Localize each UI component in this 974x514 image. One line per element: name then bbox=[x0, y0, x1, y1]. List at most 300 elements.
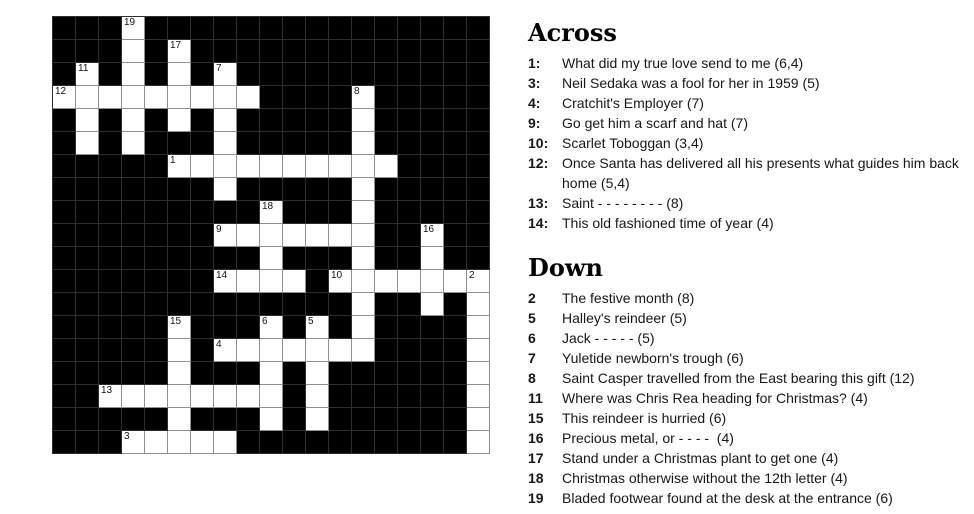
grid-cell-black bbox=[76, 178, 99, 201]
grid-cell-black bbox=[99, 431, 122, 454]
grid-cell-black bbox=[99, 224, 122, 247]
grid-cell-black bbox=[283, 86, 306, 109]
grid-cell-black bbox=[283, 17, 306, 40]
grid-cell-black bbox=[444, 362, 467, 385]
grid-cell-white[interactable] bbox=[444, 270, 467, 293]
cell-number: 11 bbox=[78, 63, 89, 74]
grid-cell-black bbox=[421, 201, 444, 224]
grid-cell-black bbox=[145, 109, 168, 132]
clue-number: 3: bbox=[528, 75, 541, 91]
grid-cell-white[interactable] bbox=[398, 270, 421, 293]
grid-cell-black bbox=[191, 40, 214, 63]
grid-cell-white[interactable] bbox=[352, 178, 375, 201]
grid-cell-black bbox=[444, 178, 467, 201]
clue-item bbox=[528, 73, 974, 93]
grid-cell-black bbox=[283, 293, 306, 316]
grid-cell-white[interactable] bbox=[375, 270, 398, 293]
grid-cell-black bbox=[283, 109, 306, 132]
grid-cell-black bbox=[260, 17, 283, 40]
grid-cell-black bbox=[375, 431, 398, 454]
grid-cell-white[interactable] bbox=[214, 86, 237, 109]
grid-cell-black bbox=[145, 224, 168, 247]
grid-cell-black bbox=[237, 17, 260, 40]
clue-text: Stand under a Christmas plant to get one (4) bbox=[562, 450, 839, 466]
grid-cell-black bbox=[53, 40, 76, 63]
grid-cell-black bbox=[398, 40, 421, 63]
grid-cell-black bbox=[444, 155, 467, 178]
grid-cell-black bbox=[375, 201, 398, 224]
grid-cell-black bbox=[99, 316, 122, 339]
grid-cell-black bbox=[444, 40, 467, 63]
clue-item bbox=[528, 93, 974, 113]
clue-item bbox=[528, 468, 974, 488]
grid-cell-black bbox=[53, 362, 76, 385]
grid-cell-white[interactable] bbox=[191, 385, 214, 408]
grid-cell-black bbox=[375, 385, 398, 408]
grid-cell-white[interactable] bbox=[122, 63, 145, 86]
grid-cell-white[interactable] bbox=[352, 201, 375, 224]
grid-cell-white[interactable] bbox=[283, 155, 306, 178]
grid-cell-black bbox=[260, 178, 283, 201]
grid-cell-white[interactable] bbox=[283, 339, 306, 362]
grid-cell-black bbox=[398, 155, 421, 178]
grid-cell-white[interactable] bbox=[168, 339, 191, 362]
grid-cell-white[interactable] bbox=[214, 132, 237, 155]
cell-number: 16 bbox=[423, 224, 435, 235]
grid-cell-black bbox=[168, 178, 191, 201]
cell-number: 1 bbox=[170, 155, 176, 166]
grid-cell-white[interactable] bbox=[467, 385, 490, 408]
grid-cell-black bbox=[76, 362, 99, 385]
grid-cell-white[interactable] bbox=[260, 408, 283, 431]
grid-cell-black bbox=[375, 247, 398, 270]
clue-item bbox=[528, 153, 974, 193]
grid-cell-black bbox=[283, 385, 306, 408]
grid-cell-black bbox=[306, 178, 329, 201]
clue-number: 1: bbox=[528, 55, 541, 71]
grid-cell-white[interactable] bbox=[76, 109, 99, 132]
clue-item bbox=[528, 408, 974, 428]
grid-cell-white[interactable] bbox=[329, 155, 352, 178]
grid-cell-black bbox=[76, 40, 99, 63]
grid-cell-white[interactable] bbox=[467, 293, 490, 316]
grid-cell-white[interactable] bbox=[237, 224, 260, 247]
grid-cell-white[interactable] bbox=[99, 86, 122, 109]
grid-cell-black bbox=[467, 247, 490, 270]
grid-cell-black bbox=[260, 109, 283, 132]
cell-number: 5 bbox=[308, 316, 314, 327]
grid-cell-white[interactable] bbox=[260, 339, 283, 362]
grid-cell-black bbox=[398, 408, 421, 431]
grid-cell-black bbox=[99, 17, 122, 40]
grid-cell-black bbox=[329, 86, 352, 109]
clue-number: 7 bbox=[528, 350, 536, 366]
grid-cell-white[interactable] bbox=[352, 270, 375, 293]
grid-cell-black bbox=[444, 408, 467, 431]
grid-cell-white[interactable] bbox=[352, 109, 375, 132]
grid-cell-white[interactable] bbox=[352, 132, 375, 155]
grid-cell-white[interactable] bbox=[122, 132, 145, 155]
grid-cell-black bbox=[306, 201, 329, 224]
clue-item bbox=[528, 193, 974, 213]
clue-text: Cratchit's Employer (7) bbox=[562, 95, 704, 111]
grid-cell-black bbox=[145, 293, 168, 316]
grid-cell-white[interactable] bbox=[237, 385, 260, 408]
grid-cell-white[interactable] bbox=[352, 247, 375, 270]
grid-cell-black bbox=[53, 247, 76, 270]
grid-cell-black bbox=[352, 63, 375, 86]
grid-cell-black bbox=[76, 155, 99, 178]
grid-cell-black bbox=[260, 40, 283, 63]
grid-cell-black bbox=[444, 339, 467, 362]
cell-number: 6 bbox=[262, 316, 268, 327]
grid-cell-white[interactable] bbox=[122, 385, 145, 408]
grid-cell-black bbox=[444, 293, 467, 316]
clue-number: 4: bbox=[528, 95, 541, 111]
grid-cell-black bbox=[329, 201, 352, 224]
grid-cell-white[interactable] bbox=[168, 431, 191, 454]
grid-cell-black bbox=[375, 316, 398, 339]
grid-cell-white[interactable] bbox=[145, 431, 168, 454]
grid-cell-black bbox=[76, 17, 99, 40]
grid-cell-black bbox=[122, 178, 145, 201]
grid-cell-white[interactable] bbox=[237, 155, 260, 178]
clue-text: Saint - - - - - - - - (8) bbox=[562, 195, 684, 211]
clue-text: Bladed footwear found at the desk at the entrance (6) bbox=[562, 490, 893, 506]
grid-cell-white[interactable] bbox=[467, 339, 490, 362]
grid-cell-white[interactable] bbox=[467, 431, 490, 454]
grid-cell-black bbox=[421, 40, 444, 63]
grid-cell-black bbox=[398, 339, 421, 362]
grid-cell-white[interactable] bbox=[168, 40, 191, 63]
grid-cell-black bbox=[99, 40, 122, 63]
cell-number: 15 bbox=[170, 316, 182, 327]
grid-cell-black bbox=[329, 362, 352, 385]
grid-cell-white[interactable] bbox=[421, 247, 444, 270]
grid-cell-black bbox=[306, 132, 329, 155]
grid-cell-black bbox=[122, 293, 145, 316]
grid-cell-black bbox=[191, 339, 214, 362]
grid-cell-black bbox=[191, 109, 214, 132]
grid-cell-black bbox=[421, 408, 444, 431]
grid-cell-white[interactable] bbox=[53, 86, 76, 109]
clue-item bbox=[528, 113, 974, 133]
clue-number: 11 bbox=[528, 390, 543, 406]
grid-cell-black bbox=[99, 270, 122, 293]
grid-cell-black bbox=[76, 339, 99, 362]
grid-cell-black bbox=[421, 63, 444, 86]
clue-number: 19 bbox=[528, 490, 544, 506]
grid-cell-white[interactable] bbox=[122, 17, 145, 40]
grid-cell-black bbox=[444, 224, 467, 247]
grid-cell-white[interactable] bbox=[191, 86, 214, 109]
grid-cell-black bbox=[467, 63, 490, 86]
grid-cell-white[interactable] bbox=[467, 270, 490, 293]
grid-cell-white[interactable] bbox=[76, 63, 99, 86]
grid-cell-black bbox=[444, 17, 467, 40]
grid-cell-white[interactable] bbox=[306, 316, 329, 339]
grid-cell-black bbox=[375, 362, 398, 385]
grid-cell-black bbox=[398, 247, 421, 270]
cell-number: 17 bbox=[170, 40, 182, 51]
grid-cell-black bbox=[352, 17, 375, 40]
cell-number: 8 bbox=[354, 86, 360, 97]
grid-cell-black bbox=[306, 247, 329, 270]
grid-cell-black bbox=[214, 293, 237, 316]
clue-number: 10: bbox=[528, 135, 549, 151]
grid-cell-white[interactable] bbox=[283, 224, 306, 247]
clue-number: 14: bbox=[528, 215, 549, 231]
grid-cell-black bbox=[76, 247, 99, 270]
grid-cell-black bbox=[329, 132, 352, 155]
grid-cell-black bbox=[444, 86, 467, 109]
grid-cell-black bbox=[145, 132, 168, 155]
clue-item bbox=[528, 428, 974, 448]
grid-cell-black bbox=[214, 362, 237, 385]
clue-text: Yuletide newborn's trough (6) bbox=[562, 350, 744, 366]
grid-cell-white[interactable] bbox=[168, 109, 191, 132]
grid-cell-white[interactable] bbox=[122, 40, 145, 63]
grid-cell-white[interactable] bbox=[214, 178, 237, 201]
grid-cell-white[interactable] bbox=[168, 316, 191, 339]
grid-cell-black bbox=[421, 132, 444, 155]
clue-text: What did my true love send to me (6,4) bbox=[562, 55, 804, 71]
grid-cell-black bbox=[122, 339, 145, 362]
grid-cell-white[interactable] bbox=[467, 408, 490, 431]
grid-cell-white[interactable] bbox=[352, 155, 375, 178]
grid-cell-white[interactable] bbox=[352, 339, 375, 362]
grid-cell-black bbox=[398, 178, 421, 201]
grid-cell-white[interactable] bbox=[375, 155, 398, 178]
grid-cell-black bbox=[53, 109, 76, 132]
grid-cell-black bbox=[53, 431, 76, 454]
grid-cell-white[interactable] bbox=[421, 224, 444, 247]
clue-item bbox=[528, 213, 974, 233]
grid-cell-white[interactable] bbox=[191, 155, 214, 178]
grid-cell-white[interactable] bbox=[168, 155, 191, 178]
grid-cell-black bbox=[444, 247, 467, 270]
grid-cell-black bbox=[53, 270, 76, 293]
grid-cell-white[interactable] bbox=[329, 224, 352, 247]
grid-cell-white[interactable] bbox=[260, 155, 283, 178]
grid-cell-white[interactable] bbox=[122, 109, 145, 132]
grid-cell-black bbox=[375, 17, 398, 40]
grid-cell-black bbox=[398, 385, 421, 408]
grid-cell-white[interactable] bbox=[260, 247, 283, 270]
grid-cell-white[interactable] bbox=[260, 201, 283, 224]
grid-cell-black bbox=[214, 316, 237, 339]
grid-cell-white[interactable] bbox=[352, 86, 375, 109]
grid-cell-black bbox=[329, 408, 352, 431]
grid-cell-white[interactable] bbox=[352, 224, 375, 247]
clue-item bbox=[528, 368, 974, 388]
grid-cell-black bbox=[122, 316, 145, 339]
grid-cell-black bbox=[237, 63, 260, 86]
grid-cell-white[interactable] bbox=[168, 63, 191, 86]
down-clue-list bbox=[528, 288, 974, 508]
grid-cell-black bbox=[191, 293, 214, 316]
grid-cell-black bbox=[76, 201, 99, 224]
grid-cell-black bbox=[168, 132, 191, 155]
grid-cell-white[interactable] bbox=[421, 270, 444, 293]
grid-cell-black bbox=[444, 201, 467, 224]
grid-cell-black bbox=[145, 17, 168, 40]
grid-cell-black bbox=[237, 293, 260, 316]
grid-cell-black bbox=[375, 293, 398, 316]
grid-cell-black bbox=[283, 431, 306, 454]
grid-cell-black bbox=[260, 63, 283, 86]
clue-item bbox=[528, 328, 974, 348]
grid-cell-black bbox=[122, 201, 145, 224]
grid-cell-black bbox=[398, 224, 421, 247]
grid-cell-black bbox=[421, 362, 444, 385]
grid-cell-white[interactable] bbox=[76, 132, 99, 155]
grid-cell-white[interactable] bbox=[260, 224, 283, 247]
grid-cell-white[interactable] bbox=[168, 385, 191, 408]
clue-text: This reindeer is hurried (6) bbox=[562, 410, 727, 426]
grid-cell-black bbox=[329, 316, 352, 339]
cell-number: 10 bbox=[331, 270, 343, 281]
grid-cell-black bbox=[398, 63, 421, 86]
grid-cell-black bbox=[283, 362, 306, 385]
grid-cell-black bbox=[53, 293, 76, 316]
grid-cell-white[interactable] bbox=[122, 86, 145, 109]
grid-cell-white[interactable] bbox=[214, 431, 237, 454]
grid-cell-white[interactable] bbox=[260, 270, 283, 293]
grid-cell-black bbox=[467, 132, 490, 155]
grid-cell-black bbox=[99, 155, 122, 178]
grid-cell-white[interactable] bbox=[283, 270, 306, 293]
grid-cell-black bbox=[329, 63, 352, 86]
grid-cell-black bbox=[467, 178, 490, 201]
grid-cell-black bbox=[237, 408, 260, 431]
grid-cell-black bbox=[191, 17, 214, 40]
grid-cell-black bbox=[260, 86, 283, 109]
grid-cell-black bbox=[145, 178, 168, 201]
grid-cell-white[interactable] bbox=[260, 362, 283, 385]
grid-cell-black bbox=[168, 270, 191, 293]
grid-cell-white[interactable] bbox=[214, 224, 237, 247]
grid-cell-black bbox=[76, 224, 99, 247]
grid-cell-black bbox=[283, 201, 306, 224]
grid-cell-black bbox=[329, 178, 352, 201]
grid-cell-black bbox=[145, 63, 168, 86]
grid-cell-black bbox=[375, 339, 398, 362]
grid-cell-black bbox=[53, 178, 76, 201]
grid-cell-black bbox=[283, 178, 306, 201]
clue-text: This old fashioned time of year (4) bbox=[562, 215, 774, 231]
grid-cell-black bbox=[191, 270, 214, 293]
grid-cell-black bbox=[191, 178, 214, 201]
grid-cell-white[interactable] bbox=[352, 293, 375, 316]
grid-cell-white[interactable] bbox=[214, 270, 237, 293]
grid-cell-black bbox=[145, 339, 168, 362]
clue-item bbox=[528, 53, 974, 73]
clue-number: 17 bbox=[528, 450, 544, 466]
grid-cell-white[interactable] bbox=[237, 86, 260, 109]
grid-cell-black bbox=[237, 109, 260, 132]
grid-cell-black bbox=[191, 224, 214, 247]
grid-cell-black bbox=[99, 247, 122, 270]
grid-cell-black bbox=[352, 40, 375, 63]
grid-cell-white[interactable] bbox=[168, 86, 191, 109]
grid-cell-white[interactable] bbox=[329, 270, 352, 293]
grid-cell-white[interactable] bbox=[214, 63, 237, 86]
grid-cell-white[interactable] bbox=[214, 339, 237, 362]
clue-number: 13: bbox=[528, 195, 549, 211]
grid-cell-white[interactable] bbox=[352, 316, 375, 339]
grid-cell-black bbox=[421, 431, 444, 454]
grid-cell-black bbox=[53, 408, 76, 431]
grid-cell-white[interactable] bbox=[145, 86, 168, 109]
grid-cell-white[interactable] bbox=[214, 385, 237, 408]
grid-cell-black bbox=[122, 362, 145, 385]
grid-cell-black bbox=[168, 17, 191, 40]
grid-cell-black bbox=[99, 408, 122, 431]
grid-cell-white[interactable] bbox=[76, 86, 99, 109]
grid-cell-black bbox=[352, 408, 375, 431]
grid-cell-black bbox=[398, 109, 421, 132]
grid-cell-white[interactable] bbox=[260, 385, 283, 408]
grid-cell-black bbox=[168, 293, 191, 316]
grid-cell-black bbox=[375, 109, 398, 132]
grid-cell-black bbox=[398, 132, 421, 155]
grid-cell-black bbox=[329, 40, 352, 63]
grid-cell-black bbox=[467, 86, 490, 109]
grid-cell-black bbox=[329, 17, 352, 40]
grid-cell-white[interactable] bbox=[306, 385, 329, 408]
grid-cell-white[interactable] bbox=[260, 316, 283, 339]
grid-cell-black bbox=[53, 339, 76, 362]
clue-text: Jack - - - - - (5) bbox=[562, 330, 655, 346]
grid-cell-black bbox=[237, 247, 260, 270]
clues-panel bbox=[528, 0, 974, 508]
grid-cell-white[interactable] bbox=[237, 270, 260, 293]
cell-number: 13 bbox=[101, 385, 113, 396]
grid-cell-white[interactable] bbox=[421, 293, 444, 316]
grid-cell-black bbox=[99, 201, 122, 224]
grid-cell-white[interactable] bbox=[306, 362, 329, 385]
clue-number: 12: bbox=[528, 155, 549, 171]
grid-cell-white[interactable] bbox=[237, 339, 260, 362]
grid-cell-white[interactable] bbox=[306, 155, 329, 178]
grid-cell-white[interactable] bbox=[214, 109, 237, 132]
grid-cell-white[interactable] bbox=[191, 431, 214, 454]
grid-cell-white[interactable] bbox=[168, 362, 191, 385]
grid-cell-white[interactable] bbox=[122, 431, 145, 454]
clue-text: Saint Casper travelled from the East bearing this gift (12) bbox=[562, 370, 915, 386]
grid-cell-black bbox=[352, 362, 375, 385]
grid-cell-white[interactable] bbox=[306, 339, 329, 362]
grid-cell-black bbox=[306, 63, 329, 86]
cell-number: 7 bbox=[216, 63, 222, 74]
grid-cell-white[interactable] bbox=[214, 155, 237, 178]
clue-number: 2 bbox=[528, 290, 536, 306]
grid-cell-white[interactable] bbox=[99, 385, 122, 408]
grid-cell-white[interactable] bbox=[145, 385, 168, 408]
grid-cell-white[interactable] bbox=[467, 316, 490, 339]
grid-cell-white[interactable] bbox=[306, 408, 329, 431]
grid-cell-white[interactable] bbox=[467, 362, 490, 385]
clue-number: 8 bbox=[528, 370, 536, 386]
grid-cell-black bbox=[237, 132, 260, 155]
grid-cell-black bbox=[467, 109, 490, 132]
grid-cell-white[interactable] bbox=[306, 224, 329, 247]
grid-cell-white[interactable] bbox=[329, 339, 352, 362]
grid-cell-white[interactable] bbox=[168, 408, 191, 431]
grid-cell-black bbox=[237, 316, 260, 339]
cell-number: 4 bbox=[216, 339, 222, 350]
